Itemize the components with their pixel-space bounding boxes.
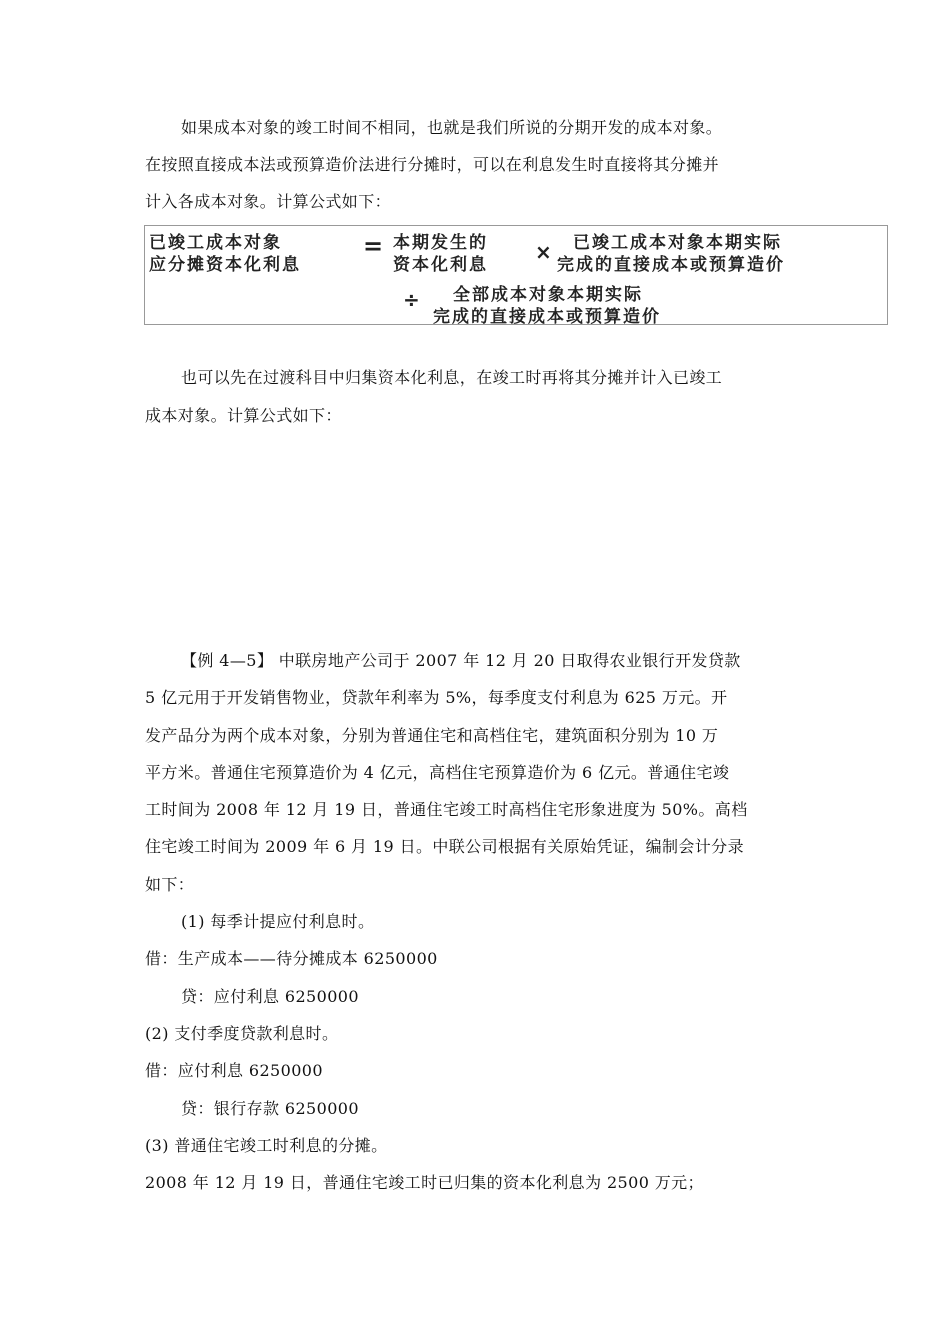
example-line-7: 如下： [145, 875, 195, 894]
formula-term1-line-2: 资本化利息 [393, 255, 488, 275]
example-line-3: 发产品分为两个成本对象，分别为普通住宅和高档住宅，建筑面积分别为 10 万 [145, 726, 719, 745]
example-line-1: 【例 4—5】 中联房地产公司于 2007 年 12 月 20 日取得农业银行开发贷款 [181, 651, 741, 670]
example-line-4: 平方米。普通住宅预算造价为 4 亿元，高档住宅预算造价为 6 亿元。普通住宅竣 [145, 763, 730, 782]
formula-term1-line-1: 本期发生的 [393, 233, 488, 253]
paragraph-2-line-2: 成本对象。计算公式如下： [145, 406, 342, 425]
paragraph-1-line-3: 计入各成本对象。计算公式如下： [145, 192, 392, 211]
formula-image [144, 225, 888, 325]
formula-term3-line-1: 全部成本对象本期实际 [453, 285, 643, 305]
equals-sign: = [363, 232, 384, 260]
example-line-2: 5 亿元用于开发销售物业，贷款年利率为 5%，每季度支付利息为 625 万元。开 [145, 688, 728, 707]
entry-4: (2) 支付季度贷款利息时。 [145, 1024, 339, 1043]
formula-term3-line-2: 完成的直接成本或预算造价 [433, 307, 661, 327]
example-line-5: 工时间为 2008 年 12 月 19 日，普通住宅竣工时高档住宅形象进度为 50%。高档 [145, 800, 748, 819]
entry-7: (3) 普通住宅竣工时利息的分摊。 [145, 1136, 388, 1155]
formula-lhs-line-1: 已竣工成本对象 [149, 233, 282, 253]
paragraph-1-line-1: 如果成本对象的竣工时间不相同，也就是我们所说的分期开发的成本对象。 [181, 118, 723, 137]
times-sign: × [535, 240, 552, 264]
divide-sign: ÷ [403, 288, 420, 312]
paragraph-2-line-1: 也可以先在过渡科目中归集资本化利息，在竣工时再将其分摊并计入已竣工 [181, 368, 723, 387]
entry-1: (1) 每季计提应付利息时。 [181, 912, 375, 931]
entry-8: 2008 年 12 月 19 日，普通住宅竣工时已归集的资本化利息为 2500 万元； [145, 1173, 704, 1192]
entry-2: 借：生产成本——待分摊成本 6250000 [145, 949, 438, 968]
formula-term2-line-1: 已竣工成本对象本期实际 [573, 233, 782, 253]
entry-5: 借：应付利息 6250000 [145, 1061, 323, 1080]
formula-lhs-line-2: 应分摊资本化利息 [149, 255, 301, 275]
example-line-6: 住宅竣工时间为 2009 年 6 月 19 日。中联公司根据有关原始凭证，编制会计分录 [145, 837, 744, 856]
entry-6: 贷：银行存款 6250000 [181, 1099, 359, 1118]
formula-term2-line-2: 完成的直接成本或预算造价 [557, 255, 785, 275]
paragraph-1-line-2: 在按照直接成本法或预算造价法进行分摊时，可以在利息发生时直接将其分摊并 [145, 155, 720, 174]
entry-3: 贷：应付利息 6250000 [181, 987, 359, 1006]
